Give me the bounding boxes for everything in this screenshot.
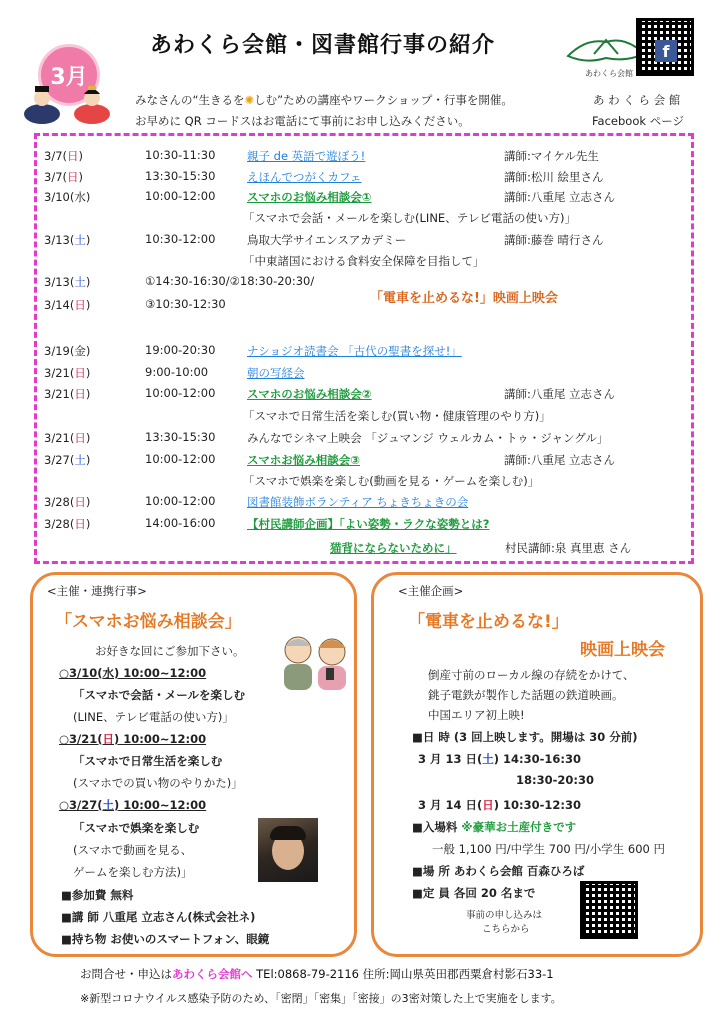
qr-note-2: こちらから [482, 924, 530, 935]
schedule-date: 3/28(日) [44, 517, 91, 531]
schedule-time: ③10:30-12:30 [145, 297, 226, 311]
session-2-detail: (スマホでの買い物のやりかた)」 [73, 776, 243, 790]
screening-schedule-label: ■日 時 (3 回上映します。開場は 30 分前) [412, 730, 638, 744]
schedule-event[interactable]: スマホお悩み相談会③ [247, 453, 361, 467]
schedule-event[interactable]: 図書館装飾ボランティア ちょきちょきの会 [247, 495, 469, 509]
session-1-datetime: ○3/10(水) 10:00~12:00 [59, 666, 207, 680]
schedule-date: 3/21(日) [44, 366, 91, 380]
schedule-event-subtitle: 「スマホで会話・メールを楽しむ(LINE、テレビ電話の使い方)」 [243, 211, 576, 225]
screening-day-1: 3 月 13 日(土) 14:30-16:30 [418, 752, 582, 766]
logo-text: あわくら会館 [585, 69, 633, 78]
intro-line-1: みなさんの“生きるを✺しむ”ための講座やワークショップ・行事を開催。 [135, 93, 513, 107]
schedule-time: 19:00-20:30 [145, 343, 216, 357]
admission-fee: ■入場料 ※豪華お土産付きです [412, 820, 577, 834]
session-3-title: 「スマホで娯楽を楽しむ [73, 821, 200, 835]
seniors-with-phone-illustration [276, 630, 356, 692]
venue-info: ■場 所 あわくら会館 百森ひろば [412, 864, 585, 878]
covid-notice: ※新型コロナウイルス感染予防のため、「密閉」「密集」「密接」の3密対策した上で実施をします。 [80, 992, 562, 1005]
movie-description-1: 倒産寸前のローカル線の存続をかけて、 [428, 668, 635, 682]
schedule-event[interactable]: ナショジオ読書会 「古代の聖書を探せ!」 [247, 344, 462, 358]
lecturer-info: ■講 師 八重尾 立志さん(株式会社ネ) [61, 910, 256, 924]
schedule-event[interactable]: 朝の写経会 [247, 366, 305, 380]
schedule-event[interactable]: スマホのお悩み相談会② [247, 387, 372, 401]
schedule-date: 3/7(日) [44, 149, 83, 163]
schedule-event: 鳥取大学サイエンスアカデミー [247, 233, 407, 247]
qr-note-1: 事前の申し込みは [466, 910, 543, 921]
intro-line-2: お早めに QR コードスはお電話にて事前にお申し込みください。 [135, 114, 470, 128]
capacity-info: ■定 員 各回 20 名まで [412, 886, 536, 900]
sun-icon: ✺ [244, 93, 255, 107]
schedule-lecturer: 講師:八重尾 立志さん [504, 453, 616, 467]
schedule-time: 9:00-10:00 [145, 365, 209, 379]
schedule-time: 10:30-11:30 [145, 148, 216, 162]
registration-qr-code[interactable] [580, 881, 638, 939]
session-2-title: 「スマホで日常生活を楽しむ [73, 754, 223, 768]
schedule-time: 10:00-12:00 [145, 189, 216, 203]
session-3-datetime: ○3/27(土) 10:00~12:00 [59, 798, 207, 812]
screening-day-2: 3 月 14 日(日) 10:30-12:30 [418, 798, 582, 812]
schedule-time: 10:30-12:00 [145, 232, 216, 246]
schedule-date: 3/19(金) [44, 344, 91, 358]
schedule-time: 13:30-15:30 [145, 169, 216, 183]
schedule-event[interactable]: 親子 de 英語で遊ぼう! [247, 149, 366, 163]
schedule-last-lecturer: 村民講師:泉 真里恵 さん [505, 541, 632, 555]
schedule-time: 10:00-12:00 [145, 452, 216, 466]
schedule-time: ①14:30-16:30/②18:30-20:30/ [145, 274, 315, 288]
schedule-time: 13:30-15:30 [145, 430, 216, 444]
admission-fee-detail: 一般 1,100 円/中学生 700 円/小学生 600 円 [432, 842, 666, 856]
schedule-lecturer: 講師:松川 絵里さん [504, 170, 604, 184]
facebook-label-1: あ わ く ら 会 館 [593, 93, 681, 107]
schedule-event-subtitle: 「スマホで娯楽を楽しむ(動画を見る・ゲームを楽しむ)」 [243, 474, 540, 488]
movie-description-2: 銚子電鉄が製作した話題の鉄道映画。 [428, 688, 624, 702]
movie-screening-box [371, 572, 703, 957]
screening-day-1-second-time: 18:30-20:30 [516, 773, 594, 787]
schedule-date: 3/13(土) [44, 233, 91, 247]
facebook-icon: f [655, 40, 677, 62]
session-1-title: 「スマホで会話・メールを楽しむ [73, 688, 246, 702]
session-1-detail: (LINE、テレビ電話の使い方)」 [73, 710, 234, 724]
schedule-lecturer: 講師:藤巻 晴行さん [504, 233, 604, 247]
items-to-bring: ■持ち物 お使いのスマートフォン、眼鏡 [61, 932, 270, 946]
contact-info: お問合せ・申込はあわくら会館へ TEl:0868-79-2116 住所:岡山県英田郡西粟倉村影石33-1 [80, 967, 554, 981]
right-box-header: <主催企画> [398, 584, 464, 598]
schedule-date: 3/7(日) [44, 170, 83, 184]
schedule-date: 3/13(土) [44, 275, 91, 289]
lecturer-photo [258, 818, 318, 882]
schedule-date: 3/14(日) [44, 298, 91, 312]
hina-dolls-illustration [20, 78, 120, 126]
session-3-detail-2: ゲームを楽しむ方法)」 [73, 865, 193, 879]
schedule-date: 3/21(日) [44, 431, 91, 445]
schedule-lecturer: 講師:マイケル先生 [504, 149, 599, 163]
movie-subtitle: 映画上映会 [580, 640, 665, 660]
schedule-date: 3/28(日) [44, 495, 91, 509]
awakura-logo-icon [566, 32, 646, 68]
schedule-date: 3/27(土) [44, 453, 91, 467]
page-title: あわくら会館・図書館行事の紹介 [150, 33, 496, 58]
schedule-event-subtitle: 「中東諸国における食料安全保障を目指して」 [243, 254, 485, 268]
schedule-time: 10:00-12:00 [145, 386, 216, 400]
facebook-label-2: Facebook ページ [592, 114, 684, 128]
movie-title: 「電車を止めるな!」 [408, 612, 569, 632]
month-label: 3月 [50, 64, 88, 90]
schedule-date: 3/21(日) [44, 387, 91, 401]
left-box-header: <主催・連携行事> [47, 584, 147, 598]
schedule-event[interactable]: 【村民講師企画】「よい姿勢・ラクな姿勢とは? [247, 517, 490, 531]
schedule-event-subtitle: 「スマホで日常生活を楽しむ(買い物・健康管理のやり方)」 [243, 409, 551, 423]
schedule-time: 14:00-16:00 [145, 516, 216, 530]
schedule-event[interactable]: えほんでつがくカフェ [247, 170, 362, 184]
movie-event-label[interactable]: 「電車を止めるな!」映画上映会 [370, 291, 558, 306]
schedule-date: 3/10(水) [44, 190, 91, 204]
session-3-detail-1: (スマホで動画を見る、 [73, 843, 193, 857]
participation-fee: ■参加費 無料 [61, 888, 134, 902]
schedule-event[interactable]: スマホのお悩み相談会① [247, 190, 372, 204]
left-box-invite: お好きな回にご参加下さい。 [95, 644, 245, 658]
schedule-last-event-continuation[interactable]: 猫背にならないために」 [330, 541, 457, 555]
schedule-lecturer: 講師:八重尾 立志さん [504, 387, 616, 401]
left-box-title: 「スマホお悩み相談会」 [55, 612, 242, 632]
schedule-time: 10:00-12:00 [145, 494, 216, 508]
session-2-datetime: ○3/21(日) 10:00~12:00 [59, 732, 207, 746]
movie-description-3: 中国エリア初上映! [428, 708, 525, 722]
schedule-lecturer: 講師:八重尾 立志さん [504, 190, 616, 204]
schedule-event: みんなでシネマ上映会 「ジュマンジ ウェルカム・トゥ・ジャングル」 [247, 431, 609, 445]
